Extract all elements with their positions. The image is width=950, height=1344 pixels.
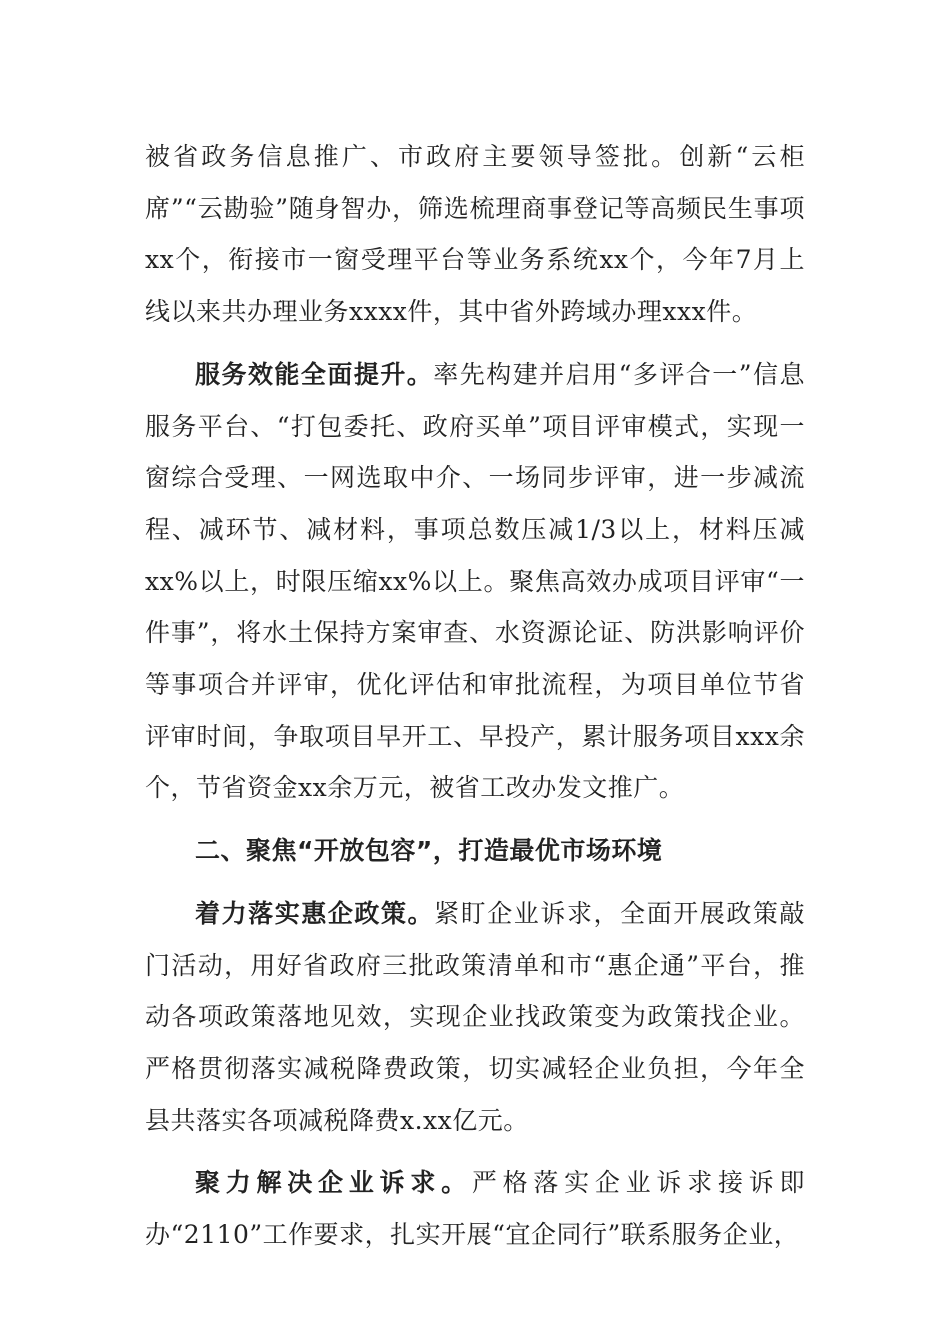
- paragraph-body-service-efficiency: 率先构建并启用“多评合一”信息服务平台、“打包委托、政府买单”项目评审模式，实现一窗综合受理、一网选取中介、一场同步评审，进一步减流程、减环节、减材料，事项总数压减1/3以上，材料压减xx%以上，时限压缩xx%以上。聚焦高效办成项目评审“一件事”，将水土保持方案审查、水资源论证、防洪影响评价等事项合并评审，优化评估和审批流程，为项目单位节省评审时间，争取项目早开工、早投产，累计服务项目xxx余个，节省资金xx余万元，被省工改办发文推广。: [145, 359, 805, 803]
- paragraph-lead-policy: 着力落实惠企政策。: [195, 898, 435, 928]
- paragraph-enterprise-demands: [145, 1157, 805, 1260]
- paragraph-policy: [145, 888, 805, 1147]
- paragraph-body-enterprise-demands: 严格落实企业诉求接诉即办“2110”工作要求，扎实开展“宜企同行”联系服务企业，: [145, 1168, 805, 1250]
- paragraph-body-policy: 紧盯企业诉求，全面开展政策敲门活动，用好省政府三批政策清单和市“惠企通”平台，推动各项政策落地见效，实现企业找政策变为政策找企业。严格贯彻落实减税降费政策，切实减轻企业负担，今年全县共落实各项减税降费x.xx亿元。: [145, 898, 805, 1135]
- paragraph-lead-service-efficiency: 服务效能全面提升。: [195, 359, 434, 389]
- paragraph-1: [145, 131, 805, 338]
- paragraph-1-text: 被省政务信息推广、市政府主要领导签批。创新“云柜席”“云勘验”随身智办，筛选梳理商事登记等高频民生事项xx个，衔接市一窗受理平台等业务系统xx个，今年7月上线以来共办理业务xxxx件，其中省外跨域办理xxx件。: [145, 142, 805, 327]
- section-heading-2: 二、聚焦“开放包容”，打造最优市场环境: [195, 836, 663, 866]
- paragraph-service-efficiency: [145, 349, 805, 814]
- paragraph-lead-enterprise-demands: 聚力解决企业诉求。: [195, 1168, 472, 1198]
- document-page: [145, 131, 805, 1272]
